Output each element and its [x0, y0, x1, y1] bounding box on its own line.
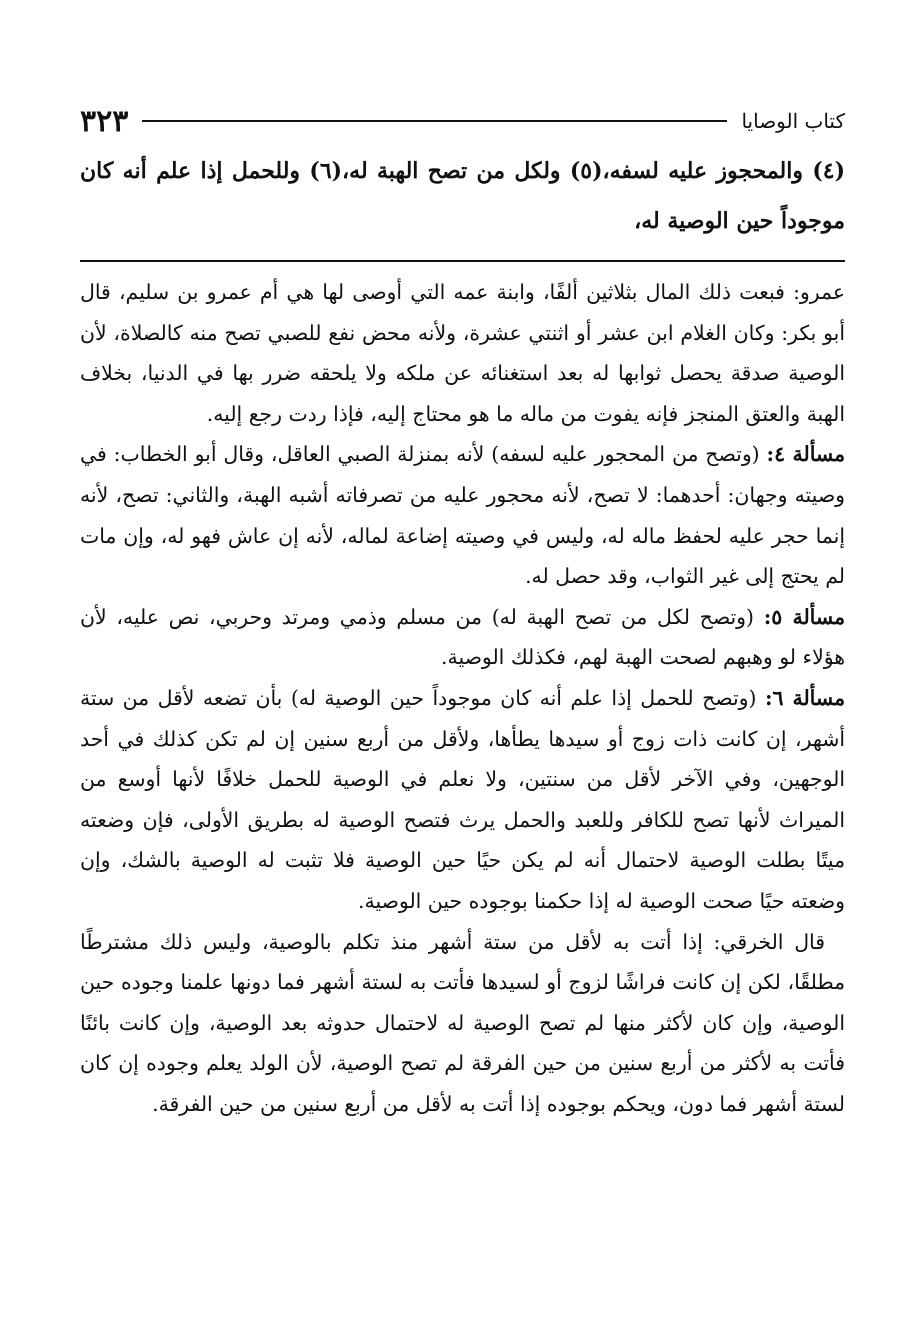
masala-quote: (وتصح للحمل إذا علم أنه كان موجوداً حين الوصية له): [290, 685, 757, 710]
closing-paragraph: قال الخرقي: إذا أتت به لأقل من ستة أشهر منذ تكلم بالوصية، وليس ذلك مشترطًا مطلقًا، لكن إن كانت فراشًا لزوج أو لسيدها فأتت به لستة أشهر فما دونها علمنا وجوده حين الوصية، وإن كان لأكثر منها لم تصح الوصية له لاحتمال حدوثه بعد الوصية، وإن كانت بائنًا فأتت به لأكثر من أربع سنين من حين الفرقة لم تصح الوصية، لأن الولد يعلم وجوده إن كان لستة أشهر فما دون، ويحكم بوجوده إذا أتت به لأقل من أربع سنين من حين الفرقة.: [80, 929, 845, 1116]
masala-5: [80, 597, 845, 678]
main-text: (٤) والمحجوز عليه لسفه،(٥) ولكل من تصح الهبة له،(٦) وللحمل إذا علم أنه كان موجوداً حين الوصية له،: [80, 158, 845, 234]
intro-paragraph: عمرو: فبعت ذلك المال بثلاثين ألفًا، وابنة عمه التي أوصى لها هي أم عمرو بن سليم، قال أبو بكر: وكان الغلام ابن عشر أو اثنتي عشرة، ولأنه محض نفع للصبي تصح منه كالصلاة، لأن الوصية صدقة يحصل ثوابها له بعد استغنائه عن ملكه ولا يلحقه ضرر بها في الدنيا، بخلاف الهبة والعتق المنجز فإنه يفوت من ماله ما هو محتاج إليه، فإذا ردت رجع إليه.: [80, 280, 845, 426]
header-rule: [142, 120, 727, 122]
page-number: ٣٢٣: [80, 103, 129, 139]
masala-body: بأن تضعه لأقل من ستة أشهر، إن كانت ذات زوج أو سيدها يطأها، ولأقل من أربع سنين إن لم تكن كذلك في أحد الوجهين، وفي الآخر لأقل من سنتين، ولا نعلم في الوصية للحمل خلافًا لأنها أوسع من الميراث لأنها تصح للكافر وللعبد والحمل يرث فتصح الوصية له بطريق الأولى، فإن وضعته ميتًا بطلت الوصية لاحتمال أنه لم يكن حيًا حين الوصية فلا تثبت له الوصية بالشك، وإن وضعته حيًا صحت الوصية له إذا حكمنا بوجوده حين الوصية.: [80, 685, 845, 913]
masala-4: [80, 434, 845, 596]
running-title: كتاب الوصايا: [741, 109, 845, 133]
masala-label: مسألة ٤:: [766, 442, 846, 467]
masala-body: من مسلم وذمي ومرتد وحربي، نص عليه، لأن هؤلاء لو وهبهم لصحت الهبة لهم، فكذلك الوصية.: [80, 604, 845, 670]
masala-quote: (وتصح من المحجور عليه لسفه): [491, 442, 760, 467]
section-divider: [80, 260, 845, 262]
running-header: [80, 96, 845, 146]
masala-label: مسألة ٦:: [764, 685, 845, 710]
masala-quote: (وتصح لكل من تصح الهبة له): [491, 604, 754, 629]
masala-label: مسألة ٥:: [763, 604, 846, 629]
masala-6: [80, 678, 845, 922]
masala-body: لأنه بمنزلة الصبي العاقل، وقال أبو الخطاب: في وصيته وجهان: أحدهما: لا تصح، لأنه محجور عليه من تصرفاته أشبه الهبة، والثاني: تصح، لأنه إنما حجر عليه لحفظ ماله له، وليس في وصيته إضاعة لماله، لأنه إن عاش فهو له، وإن مات لم يحتج إلى غير الثواب، وقد حصل له.: [80, 442, 845, 589]
